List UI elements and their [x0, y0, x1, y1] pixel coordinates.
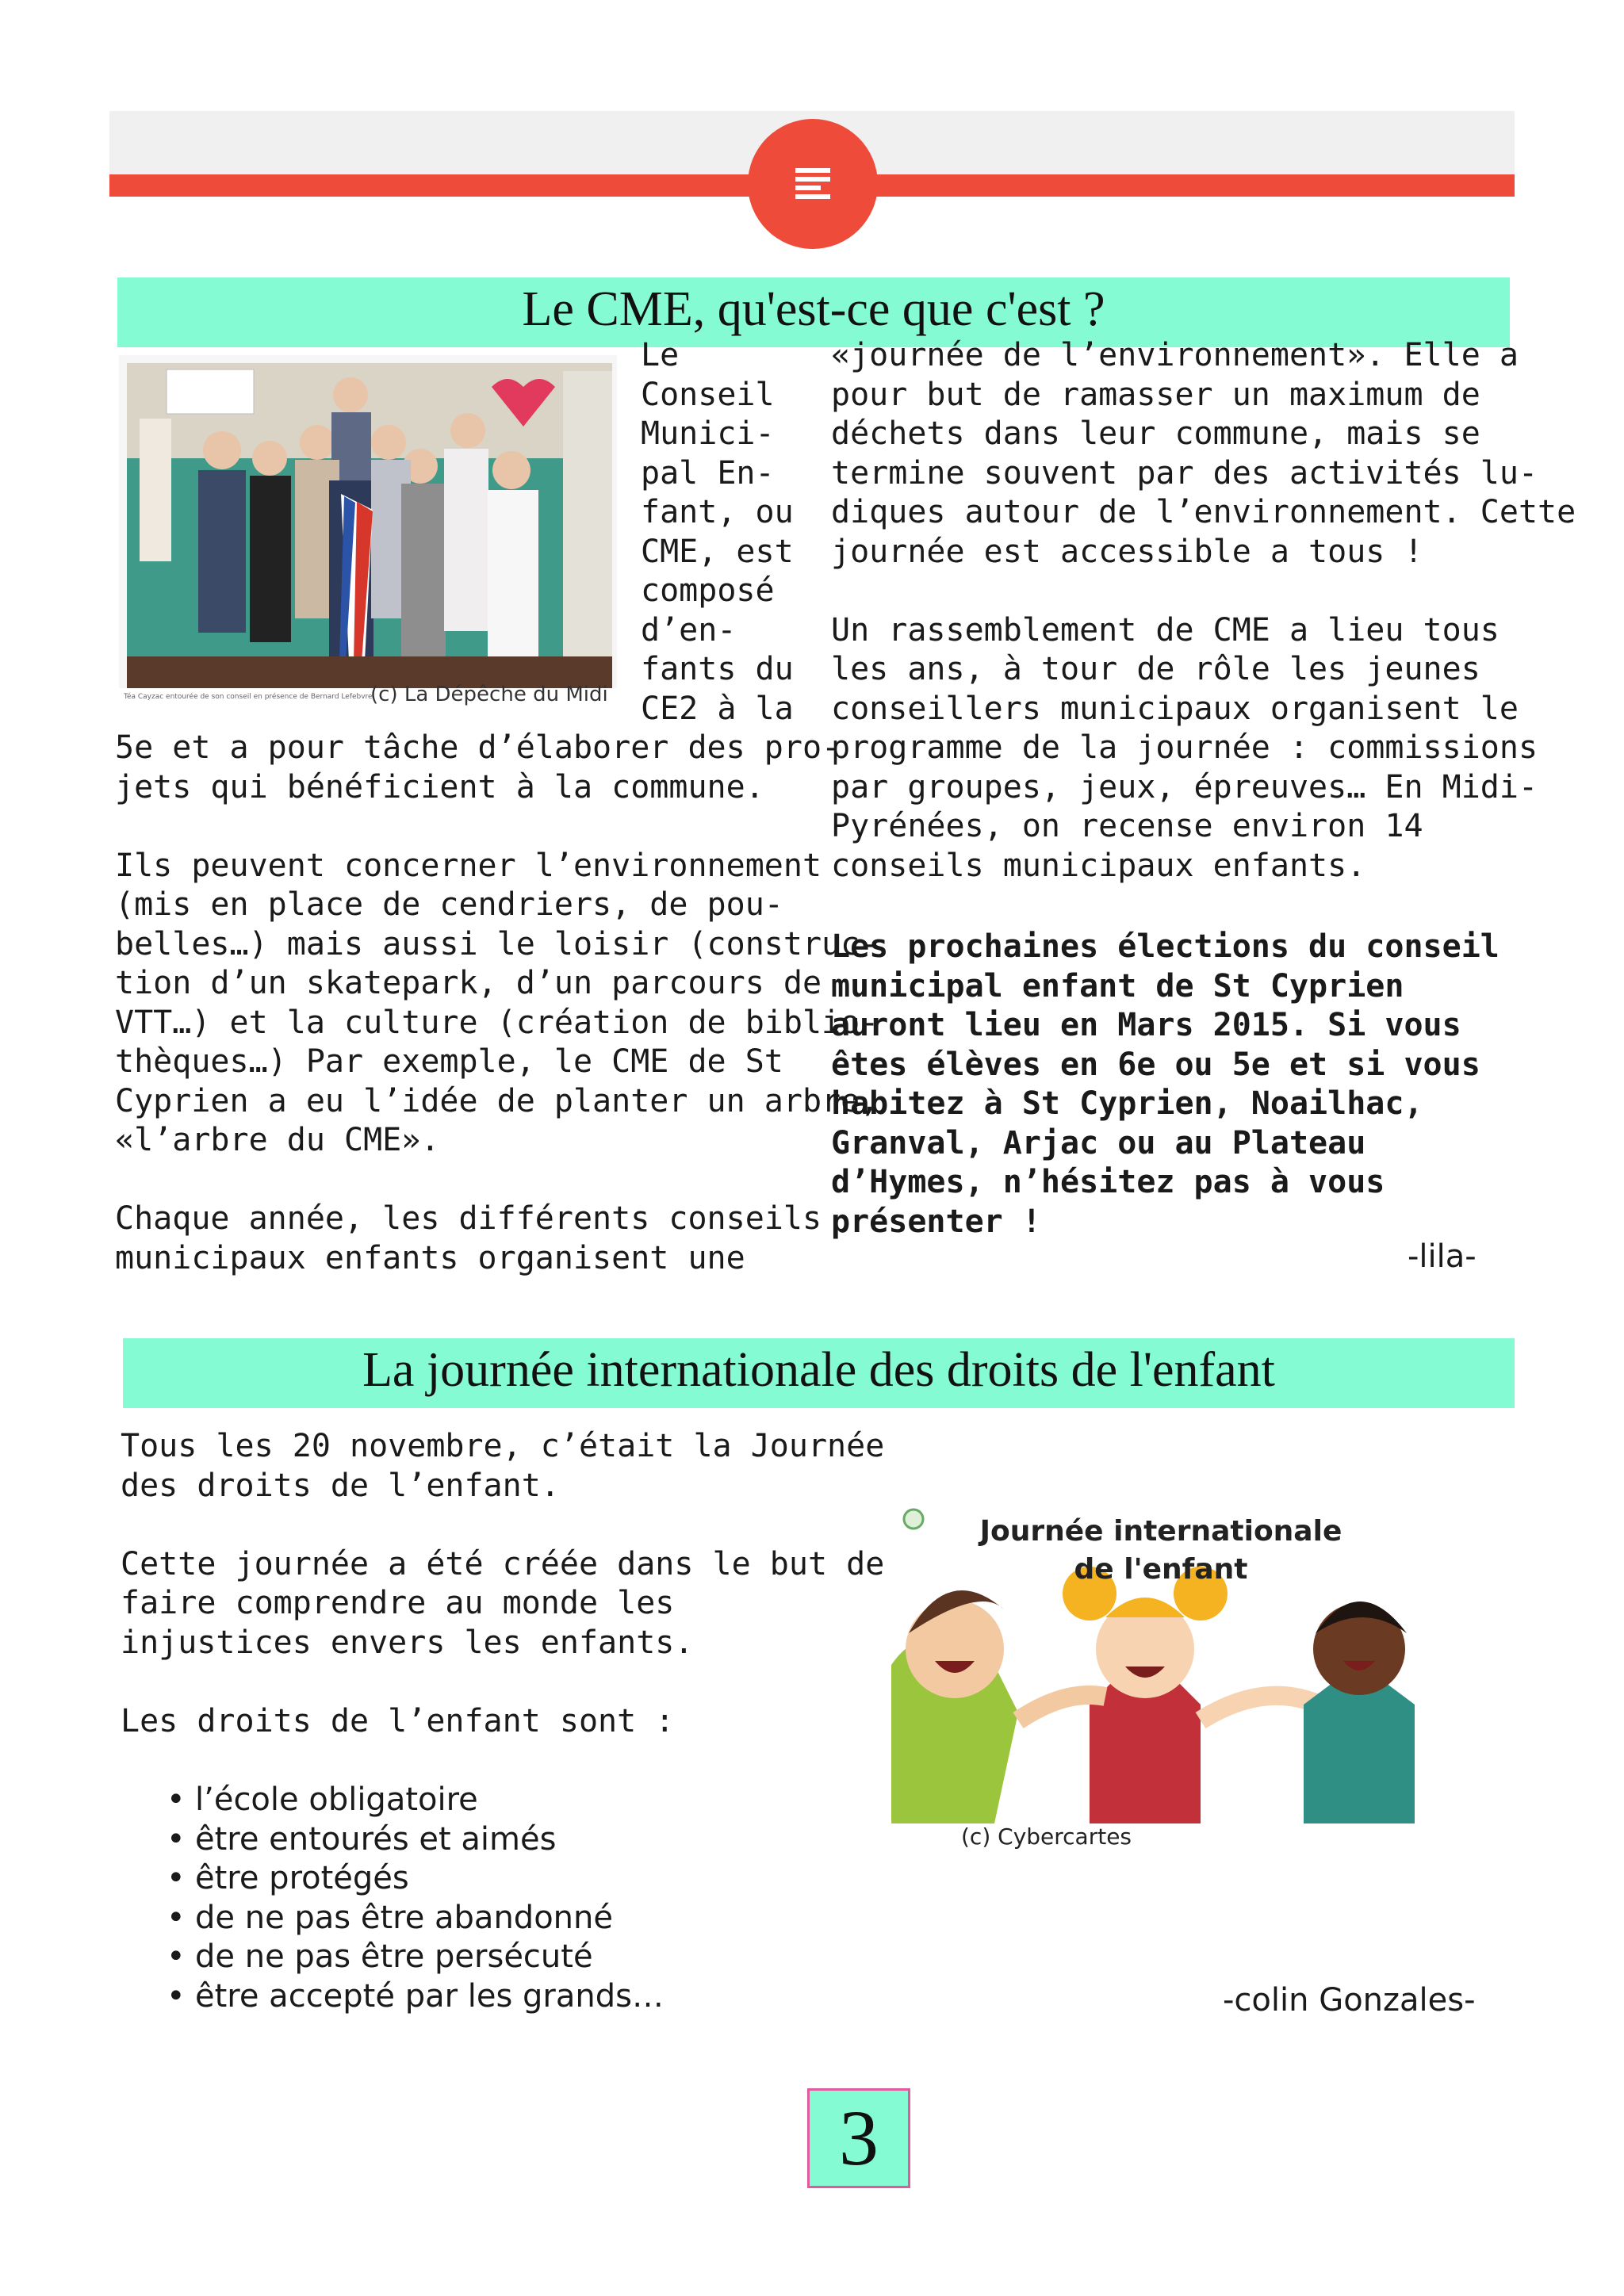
rights-list [167, 1781, 664, 2016]
list-item: • être entourés et aimés [167, 1820, 664, 1860]
photo-caption: Téa Cayzac entourée de son conseil en présence de Bernard Lefebvre [124, 693, 373, 701]
cme-group-photo [119, 355, 617, 712]
section2-title: La journée internationale des droits de l'enfant [123, 1338, 1515, 1408]
election-announcement: Les prochaines élections du conseil municipal enfant de St Cyprien auront lieu en Mars 2015. Si vous êtes élèves en 6e ou 5e et si vous habitez à St Cyprien, Noailhac, Granval, Arjac ou au Plateau d’Hymes, n’hésitez pas à vous présenter ! [831, 928, 1500, 1240]
list-item: • être accepté par les grands… [167, 1977, 664, 2017]
header-badge [748, 119, 878, 249]
author-signature-colin: -colin Gonzales- [1223, 1982, 1476, 2019]
author-signature-lila: -lila- [1408, 1238, 1477, 1275]
intro-wrap-text: Le Conseil Munici- pal En- fant, ou CME, est composé d’en- fants du CE2 à la [641, 337, 794, 727]
page-number: 3 [807, 2088, 910, 2188]
photo-credit: (c) La Dépêche du Midi [370, 683, 608, 706]
section1-title: Le CME, qu'est-ce que c'est ? [117, 277, 1510, 347]
rights-intro-text: Tous les 20 novembre, c’était la Journée des droits de l’enfant. Cette journée a été créée dans le but de faire comprendre au monde les injustices envers les enfants. Les droits de l’enfant sont : [121, 1428, 885, 1739]
list-item: • de ne pas être persécuté [167, 1938, 664, 1977]
list-item: • l’école obligatoire [167, 1781, 664, 1820]
list-item: • être protégés [167, 1859, 664, 1899]
illustration-credit: (c) Cybercartes [961, 1823, 1132, 1850]
right-column-text: «journée de l’environnement». Elle a pour but de ramasser un maximum de déchets dans leur commune, mais se termine souvent par des activités lu- diques autour de l’environnement. Cette journée est accessible a tous ! Un rassemblement de CME a lieu tous les ans, à tour de rôle les jeunes conseillers municipaux organisent le programme de la journée : commissions par groupes, jeux, épreuves… En Midi- Pyrénées, on recense environ 14 conseils municipaux enfants. [831, 337, 1576, 884]
left-column-text: 5e et a pour tâche d’élaborer des pro- jets qui bénéficient à la commune. Ils peuvent concerner l’environnement (mis en place de cendriers, de pou- belles…) mais aussi le loisir (construc- tion d’un skatepark, d’un parcours de VTT…) et la culture (création de biblio- thèques…) Par exemple, le CME de St Cyprien a eu l’idée de planter un arbre, «l’arbre du CME». Chaque année, les différents conseils municipaux enfants organisent une [115, 729, 879, 1276]
list-item: • de ne pas être abandonné [167, 1899, 664, 1938]
article-lines-icon [795, 168, 830, 200]
illustration-title: Journée internationale de l'enfant [979, 1515, 1342, 1586]
